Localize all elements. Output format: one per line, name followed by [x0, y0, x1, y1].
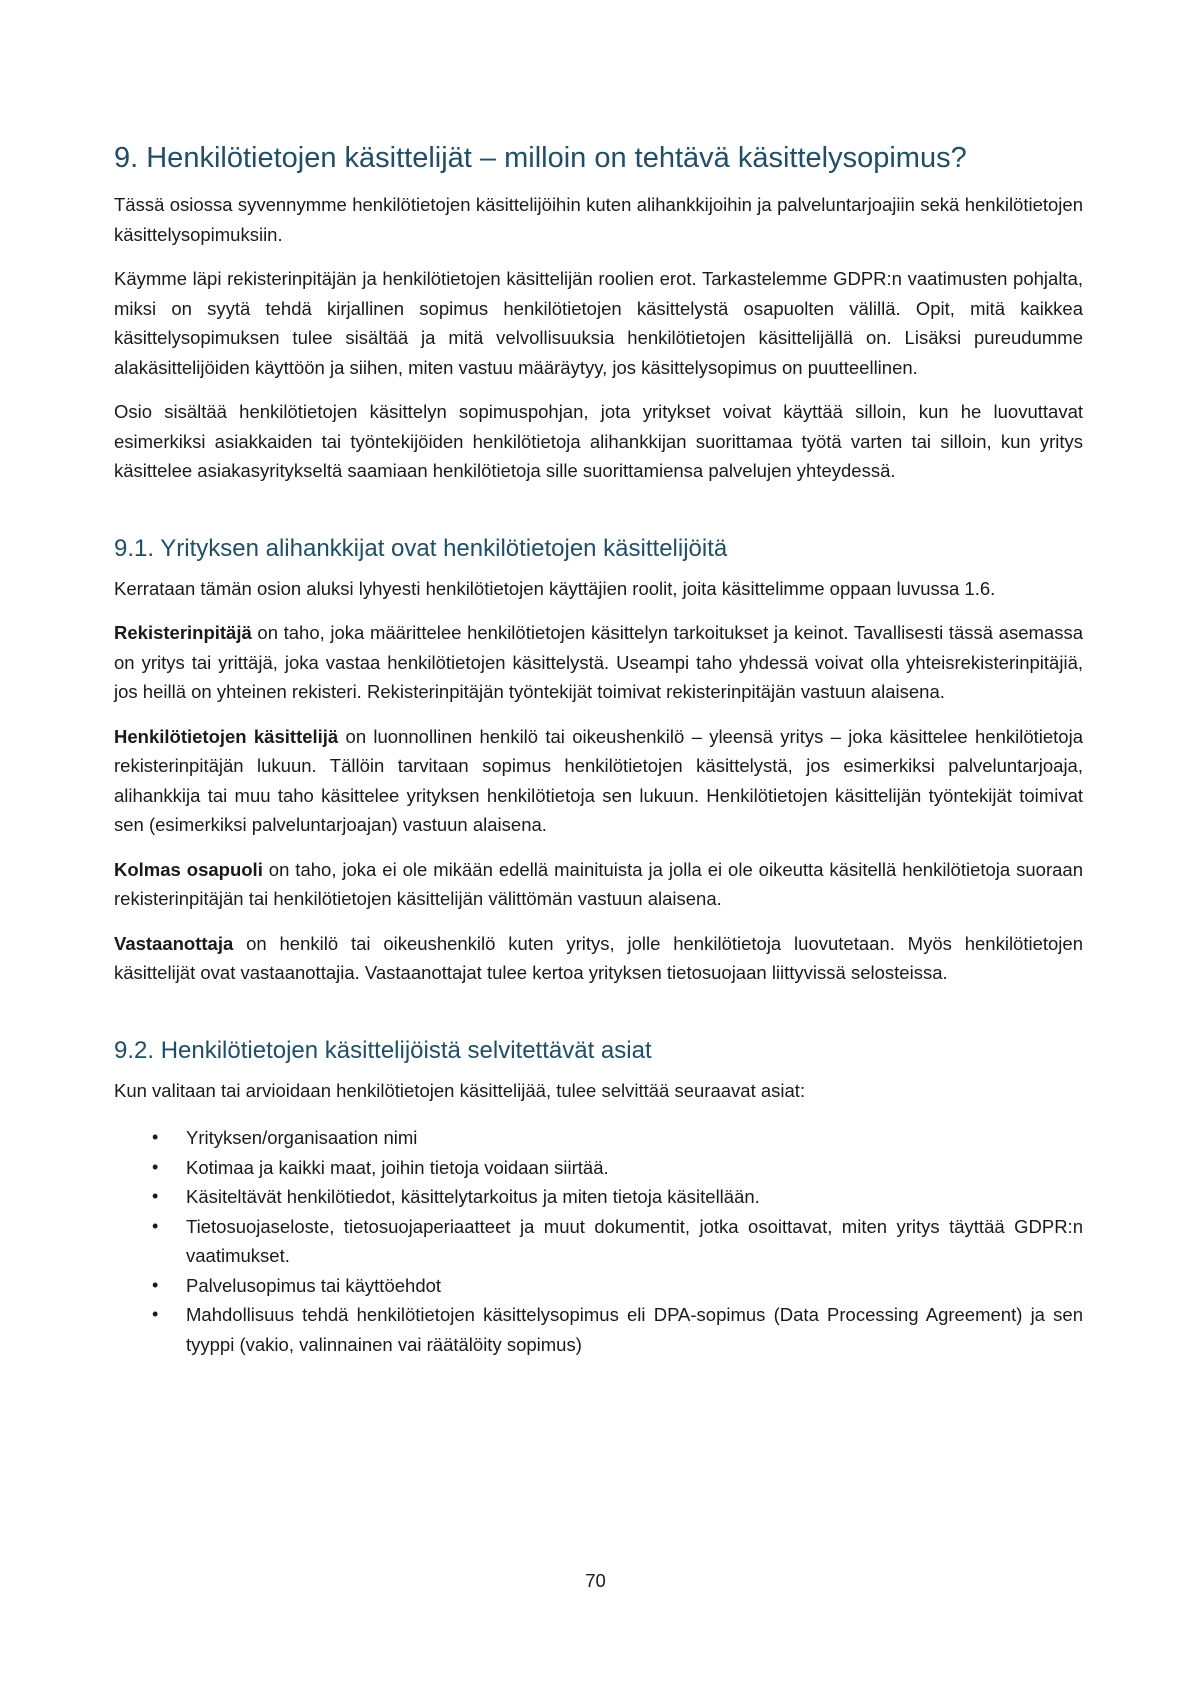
intro-paragraph-1: Tässä osiossa syvennymme henkilötietojen käsittelijöihin kuten alihankkijoihin ja palveluntarjoajiin sekä henkilötietojen käsittelysopimuksiin. — [114, 194, 1083, 245]
definition-term: Rekisterinpitäjä — [114, 622, 252, 643]
document-page — [114, 140, 1083, 1359]
definition-text: on henkilö tai oikeushenkilö kuten yritys, jolle henkilötietoja luovutetaan. Myös henkilötietojen käsittelijät ovat vastaanottajia. Vastaanottajat tulee kertoa yrityksen tietosuojaan liittyvissä selosteissa. — [114, 932, 1083, 983]
definition-text: on taho, joka määrittelee henkilötietojen käsittelyn tarkoitukset ja keinot. Tavallisesti tässä asemassa on yritys tai yrittäjä, joka vastaa henkilötietojen käsittelystä. Useampi taho yhdessä voivat olla yhteisrekisterinpitäjiä, jos heillä on yhteinen rekisteri. Rekisterinpitäjän työntekijät toimivat rekisterinpitäjän vastuun alaisena. — [114, 622, 1083, 702]
definition-paragraph — [114, 722, 1083, 840]
definition-paragraph — [114, 855, 1083, 914]
section-9-1 — [114, 534, 1083, 988]
section-9-2 — [114, 1036, 1083, 1360]
bullet-list — [114, 1123, 1083, 1359]
definition-term: Henkilötietojen käsittelijä — [114, 725, 339, 747]
section-9-1-intro: Kerrataan tämän osion aluksi lyhyesti henkilötietojen käyttäjien roolit, joita käsittelimme oppaan luvussa 1.6. — [114, 577, 996, 599]
intro-paragraph-2: Käymme läpi rekisterinpitäjän ja henkilötietojen käsittelijän roolien erot. Tarkastelemme GDPR:n vaatimusten pohjalta, miksi on syytä tehdä kirjallinen sopimus henkilötietojen käsittelystä osapuolten välillä. Opit, mitä kaikkea käsittelysopimuksen tulee sisältää ja mitä velvollisuuksia henkilötietojen käsittelijällä on. Lisäksi pureudumme alakäsittelijöiden käyttöön ja siihen, miten vastuu määräytyy, jos käsittelysopimus on puutteellinen. — [114, 268, 1083, 378]
section-9-2-intro: Kun valitaan tai arvioidaan henkilötietojen käsittelijää, tulee selvittää seuraavat asiat: — [114, 1079, 806, 1101]
definition-term: Kolmas osapuoli — [114, 858, 263, 880]
list-item: • Palvelusopimus tai käyttöehdot — [186, 1271, 1083, 1301]
list-item: • Käsiteltävät henkilötiedot, käsittelytarkoitus ja miten tietoja käsitellään. — [186, 1182, 1083, 1212]
definition-paragraph — [114, 618, 1083, 707]
chapter-heading: 9. Henkilötietojen käsittelijät – milloin on tehtävä käsittelysopimus? — [114, 142, 967, 174]
list-item: • Tietosuojaseloste, tietosuojaperiaatteet ja muut dokumentit, jotka osoittavat, miten yritys täyttää GDPR:n vaatimukset. — [186, 1212, 1083, 1271]
page-number: 70 — [585, 1570, 606, 1591]
list-item: • Yrityksen/organisaation nimi — [186, 1123, 1083, 1153]
definition-term: Vastaanottaja — [114, 932, 234, 954]
list-item: • Mahdollisuus tehdä henkilötietojen käsittelysopimus eli DPA-sopimus (Data Processing Agreement) ja sen tyyppi (vakio, valinnainen vai räätälöity sopimus) — [186, 1300, 1083, 1359]
definition-paragraph — [114, 929, 1083, 988]
section-heading-9-2: 9.2. Henkilötietojen käsittelijöistä selvitettävät asiat — [114, 1036, 652, 1064]
section-heading-9-1: 9.1. Yrityksen alihankkijat ovat henkilötietojen käsittelijöitä — [114, 534, 728, 562]
definition-text: on taho, joka ei ole mikään edellä mainituista ja jolla ei ole oikeutta käsitellä henkilötietoja suoraan rekisterinpitäjän tai henkilötietojen käsittelijän välittömän vastuun alaisena. — [114, 858, 1083, 909]
definition-text: on luonnollinen henkilö tai oikeushenkilö – yleensä yritys – joka käsittelee henkilötietoja rekisterinpitäjän lukuun. Tällöin tarvitaan sopimus henkilötietojen käsittelystä, jos esimerkiksi palveluntarjoaja, alihankkija tai muu taho käsittelee yrityksen henkilötietoja sen lukuun. Henkilötietojen käsittelijän työntekijät toimivat sen (esimerkiksi palveluntarjoajan) vastuun alaisena. — [114, 725, 1083, 835]
intro-paragraph-3: Osio sisältää henkilötietojen käsittelyn sopimuspohjan, jota yritykset voivat käyttää silloin, kun he luovuttavat esimerkiksi asiakkaiden tai työntekijöiden henkilötietoja alihankkijan suorittamaa työtä varten tai silloin, kun yritys käsittelee asiakasyritykseltä saamiaan henkilötietoja sille suorittamiensa palvelujen yhteydessä. — [114, 401, 1083, 481]
list-item: • Kotimaa ja kaikki maat, joihin tietoja voidaan siirtää. — [186, 1153, 1083, 1183]
